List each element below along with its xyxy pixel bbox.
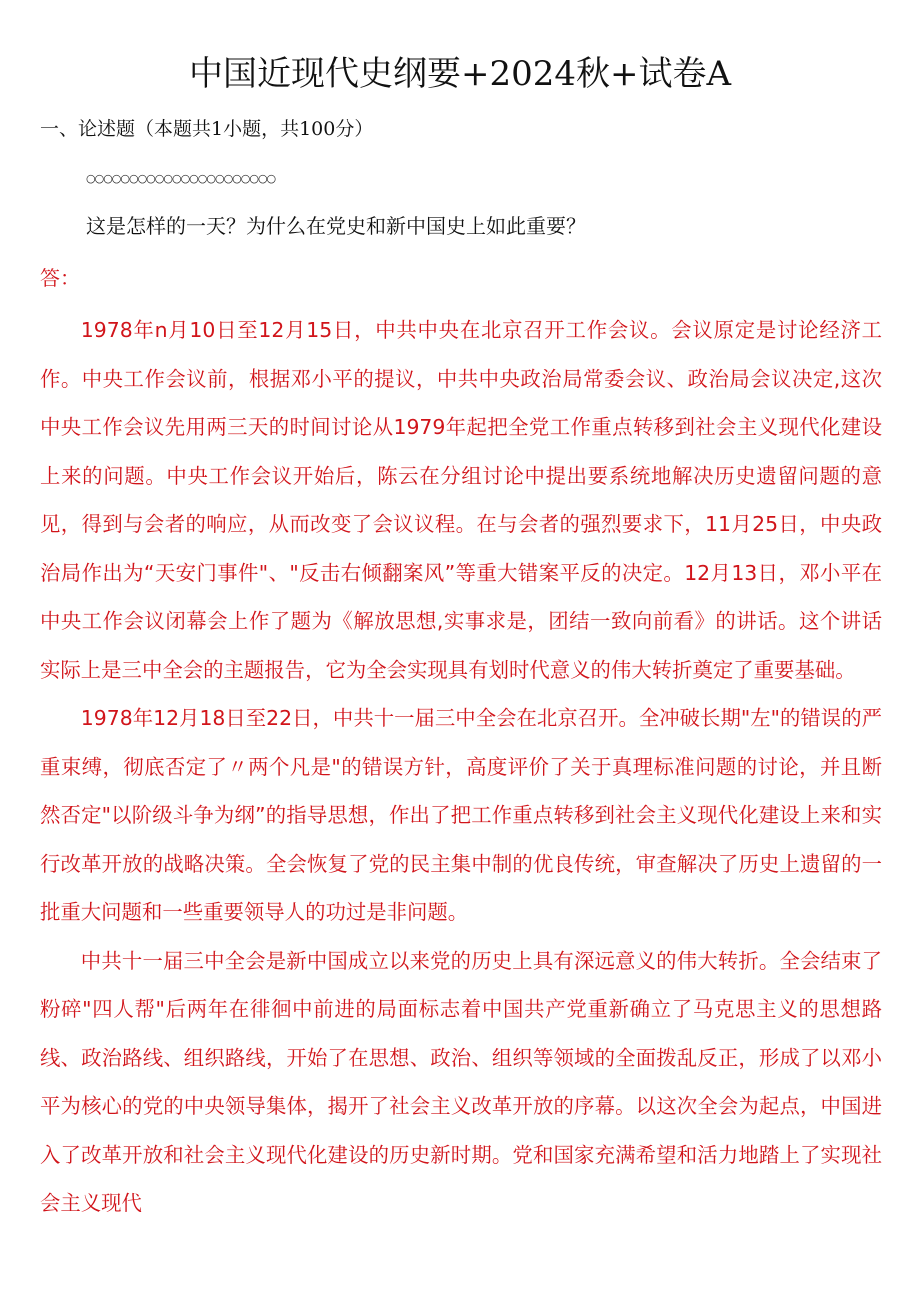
answer-body	[40, 306, 882, 1228]
answer-label: 答：	[40, 266, 80, 290]
answer-paragraph: 中共十一届三中全会是新中国成立以来党的历史上具有深远意义的伟大转折。全会结束了粉碎"四人帮"后两年在徘徊中前进的局面标志着中国共产党重新确立了马克思主义的思想路线、政治路线、组织路线，开始了在思想、政治、组织等领域的全面拨乱反正，形成了以邓小平为核心的党的中央领导集体，揭开了社会主义改革开放的序幕。以这次全会为起点，中国进入了改革开放和社会主义现代化建设的历史新时期。党和国家充满希望和活力地踏上了实现社会主义现代	[40, 948, 882, 1215]
question-text: 这是怎样的一天？为什么在党史和新中国史上如此重要？	[86, 214, 586, 238]
answer-paragraph: 1978年12月18日至22日，中共十一届三中全会在北京召开。全冲破长期"左"的错误的严重束缚，彻底否定了〃两个凡是"的错误方针，高度评价了关于真理标准问题的讨论，并且断然否定"以阶级斗争为纲”的指导思想，作出了把工作重点转移到社会主义现代化建设上来和实行改革开放的战略决策。全会恢复了党的民主集中制的优良传统，审查解决了历史上遗留的一批重大问题和一些重要领导人的功过是非问题。	[40, 706, 882, 924]
section-heading: 一、论述题（本题共1小题，共100分）	[40, 118, 374, 140]
document-title: 中国近现代史纲要+2024秋+试卷A	[188, 54, 732, 94]
answer-paragraph: 1978年n月10日至12月15日，中共中央在北京召开工作会议。会议原定是讨论经济工作。中央工作会议前，根据邓小平的提议，中共中央政治局常委会议、政治局会议决定,这次中央工作会议先用两三天的时间讨论从1979年起把全党工作重点转移到社会主义现代化建设上来的问题。中央工作会议开始后，陈云在分组讨论中提出要系统地解决历史遗留问题的意见，得到与会者的响应，从而改变了会议议程。在与会者的强烈要求下，11月25日，中央政治局作出为“天安门事件"、"反击右倾翻案风”等重大错案平反的决定。12月13日，邓小平在中央工作会议闭幕会上作了题为《解放思想,实事求是，团结一致向前看》的讲话。这个讲话实际上是三中全会的主题报告，它为全会实现具有划时代意义的伟大转折奠定了重要基础。	[40, 318, 882, 682]
question-placeholder-dots: ○○○○○○○○○○○○○○○○○○○○○○	[86, 172, 276, 185]
